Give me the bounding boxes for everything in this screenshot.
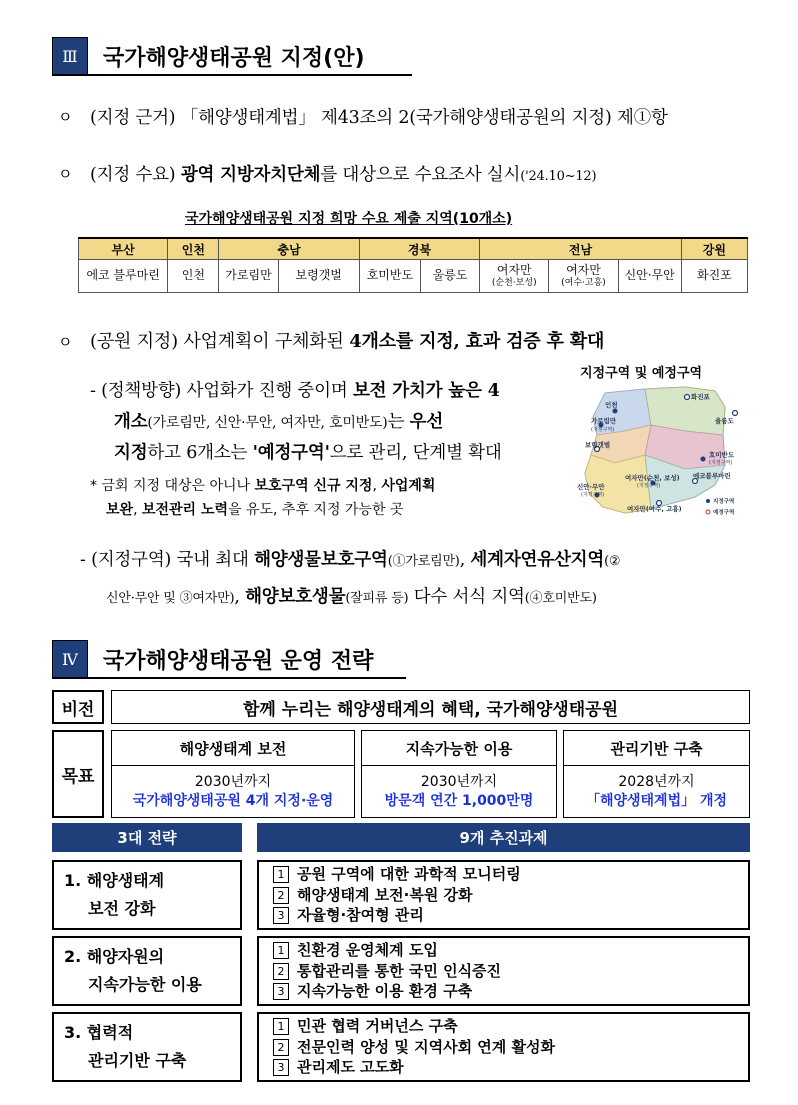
goal-body (564, 766, 749, 818)
map-marker-ulleungdo (733, 411, 738, 416)
bullet-1: ㅇ (58, 108, 73, 126)
table-cell: 울릉도 (420, 260, 479, 293)
map-label-ecoblue: 에코블루마린 (693, 472, 731, 480)
table-header-cell: 충남 (219, 238, 359, 260)
section-rule-4 (52, 677, 406, 679)
paragraph-demand: (지정 수요) 광역 지방자치단체를 대상으로 수요조사 실시('24.10~12) (90, 165, 597, 185)
map-label-yeojaman2: 여자만(여수, 고흥) (627, 505, 682, 513)
table-header-cell: 경북 (359, 238, 479, 260)
bullet-2: ㅇ (58, 165, 73, 183)
task-item: 1 민관 협력 거버넌스 구축 (273, 1016, 748, 1037)
task-item: 2 통합관리를 통한 국민 인식증진 (273, 961, 748, 982)
map-label-yeojaman1: 여자만(순천, 보성) (625, 474, 680, 482)
task-number: 3 (273, 1059, 289, 1076)
task-number: 3 (273, 983, 289, 1000)
zone-line-1: - (지정구역) 국내 최대 해양생물보호구역(①가로림만), 세계자연유산지역(② (80, 550, 621, 570)
task-number: 3 (273, 907, 289, 924)
section-rule-3 (52, 74, 412, 76)
korea-map (575, 385, 747, 521)
map-legend-designated: 지정구역 (713, 499, 735, 505)
goal-column-2 (361, 730, 557, 818)
map-title: 지정구역 및 예정구역 (580, 366, 703, 381)
section-number-4: Ⅳ (52, 640, 88, 678)
goal-column-3 (563, 730, 750, 818)
table-header-cell: 전남 (480, 238, 682, 260)
table-header-cell: 강원 (681, 238, 747, 260)
goal-head: 해양생태계 보전 (112, 731, 354, 766)
map-marker-hwajinpo (685, 395, 690, 400)
goal-target: 방문객 연간 1,000만명 (384, 793, 534, 809)
strategy-1 (52, 860, 242, 930)
map-marker-homi (701, 457, 706, 462)
policy-line-1: - (정책방향) 사업화가 진행 중이며 보전 가치가 높은 4 (90, 381, 500, 401)
task-item: 3 지속가능한 이용 환경 구축 (273, 981, 748, 1002)
table-cell: 인천 (168, 260, 219, 293)
goal-year: 2030년까지 (420, 774, 498, 791)
map-label-boryeong: 보령갯벌 (585, 441, 611, 449)
strategy-line-2: 보전 강화 (88, 899, 156, 918)
table-cell: 가로림만 (219, 260, 278, 293)
site-note: (순천·보성) (491, 277, 537, 288)
note-line-1: * 금회 지정 대상은 아니나 보호구역 신규 지정, 사업계획 (90, 478, 436, 494)
goal-year: 2028년까지 (618, 774, 695, 791)
map-label-homi-note: (지정구역) (709, 460, 733, 466)
goal-target: 「해양생태계법」 개정 (585, 793, 728, 809)
tasks-header: 9개 추진과제 (257, 823, 750, 852)
map-label-garolimman-note: (지정구역) (591, 427, 615, 433)
goal-body (362, 766, 556, 818)
paragraph-basis: (지정 근거) 「해양생태계법」 제43조의 2(국가해양생태공원의 지정) 제①항 (90, 108, 668, 128)
map-marker-incheon (613, 409, 618, 414)
map-label-sinan: 신안·무안 (577, 483, 605, 491)
map-label-hwajinpo: 화진포 (691, 393, 710, 401)
goal-label: 목표 (52, 730, 104, 818)
goal-year: 2030년까지 (194, 774, 272, 791)
task-item: 2 해양생태계 보전·복원 강화 (273, 885, 748, 906)
tasks-2 (257, 936, 750, 1006)
vision-text: 함께 누리는 해양생태계의 혜택, 국가해양생태공원 (111, 690, 750, 724)
task-item: 1 공원 구역에 대한 과학적 모니터링 (273, 864, 748, 885)
map-label-ulleungdo: 울릉도 (715, 417, 734, 425)
table-cell: 화진포 (681, 260, 747, 293)
map-legend-planned: 예정구역 (713, 510, 735, 516)
strategy-line-1: 2. 해양자원의 (64, 947, 165, 966)
goal-body (112, 766, 354, 818)
strategy-line-2: 지속가능한 이용 (88, 975, 202, 994)
zone-line-2: 신안·무안 및 ③여자만), 해양보호생물(잘피류 등) 다수 서식 지역(④호미반도) (106, 587, 597, 607)
site-name: 여자만 (496, 262, 532, 277)
table-row (79, 238, 748, 260)
table-header-cell: 인천 (168, 238, 219, 260)
task-item: 1 친환경 운영체계 도입 (273, 940, 748, 961)
task-item: 3 자율형·참여형 관리 (273, 905, 748, 926)
policy-line-3: 지정하고 6개소는 '예정구역'으로 관리, 단계별 확대 (114, 443, 502, 463)
table-cell: 신안·무안 (618, 260, 681, 293)
task-number: 1 (273, 942, 289, 959)
demand-table (78, 237, 748, 293)
map-label-incheon: 인천 (605, 401, 618, 409)
section-title-3: 국가해양생태공원 지정(안) (103, 46, 365, 71)
task-item: 2 전문인력 양성 및 지역사회 연계 활성화 (273, 1037, 748, 1058)
note-line-2: 보완, 보전관리 노력을 유도, 추후 지정 가능한 곳 (106, 502, 404, 518)
bullet-3: ㅇ (58, 333, 73, 351)
table-cell: 보령갯벌 (278, 260, 359, 293)
task-number: 2 (273, 1039, 289, 1056)
task-number: 1 (273, 1018, 289, 1035)
goal-head: 관리기반 구축 (564, 731, 749, 766)
strategy-line-2: 관리기반 구축 (88, 1051, 187, 1070)
site-note: (여수·고흥) (561, 277, 606, 288)
paragraph-designation: (공원 지정) 사업계획이 구체화된 4개소를 지정, 효과 검증 후 확대 (90, 331, 605, 352)
goal-head: 지속가능한 이용 (362, 731, 556, 766)
tasks-3 (257, 1012, 750, 1082)
map-label-homi: 호미반도 (709, 451, 735, 459)
section-number-3: Ⅲ (52, 37, 88, 75)
table-cell: 호미반도 (359, 260, 420, 293)
table-cell (480, 260, 549, 293)
strategy-line-1: 3. 협력적 (64, 1023, 134, 1042)
strategy-3 (52, 1012, 242, 1082)
table-caption: 국가해양생태공원 지정 희망 수요 제출 지역(10개소) (185, 211, 513, 227)
map-label-sinan-note: (지정구역) (581, 492, 605, 498)
map-label-garolimman: 가로림만 (591, 417, 617, 425)
table-cell: 에코 블루마린 (79, 260, 168, 293)
task-item: 3 관리제도 고도화 (273, 1057, 748, 1078)
tasks-1 (257, 860, 750, 930)
site-name: 여자만 (566, 262, 601, 277)
table-row (79, 260, 748, 293)
task-number: 2 (273, 887, 289, 904)
section-title-4: 국가해양생태공원 운영 전략 (103, 649, 374, 674)
strategy-line-1: 1. 해양생태계 (64, 871, 165, 890)
strategy-header: 3대 전략 (52, 823, 242, 852)
task-number: 1 (273, 866, 289, 883)
goal-target: 국가해양생태공원 4개 지정·운영 (132, 793, 334, 809)
vision-label: 비전 (52, 690, 104, 724)
korea-map-graphic (575, 385, 747, 521)
table-header-cell: 부산 (79, 238, 168, 260)
goal-column-1 (111, 730, 355, 818)
task-number: 2 (273, 963, 289, 980)
policy-line-2: 개소(가로림만, 신안·무안, 여자만, 호미반도)는 우선 (114, 412, 444, 432)
map-label-yeojaman1-note: (지정구역) (637, 483, 661, 489)
strategy-2 (52, 936, 242, 1006)
table-cell (549, 260, 618, 293)
